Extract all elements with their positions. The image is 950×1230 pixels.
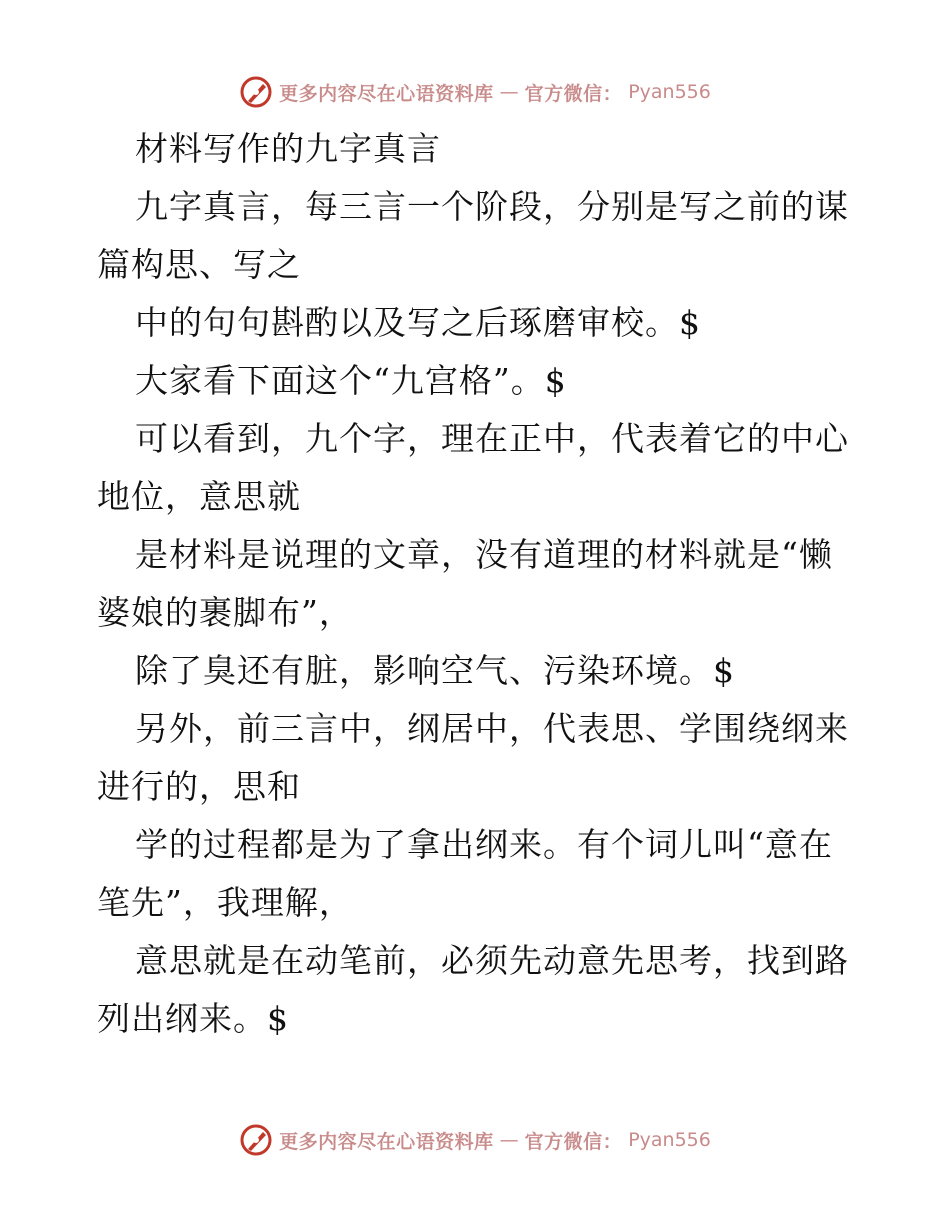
watermark-wechat-id: Pyan556 bbox=[628, 81, 711, 103]
quill-logo-icon bbox=[239, 75, 273, 109]
paragraph-line: 可以看到，九个字，理在正中，代表着它的中心 bbox=[135, 419, 849, 458]
watermark-wechat-label: 官方微信： bbox=[524, 1130, 623, 1153]
watermark-dash: — bbox=[499, 81, 519, 103]
paragraph-line: 篇构思、写之 bbox=[97, 245, 301, 284]
watermark-slogan: 更多内容尽在心语资料库 bbox=[279, 1130, 494, 1153]
paragraph-line: 婆娘的裹脚布”， bbox=[97, 593, 353, 632]
header-watermark bbox=[0, 72, 950, 112]
paragraph-line: 进行的，思和 bbox=[97, 767, 301, 806]
watermark-dash: — bbox=[499, 1129, 519, 1151]
paragraph-line: 中的句句斟酌以及写之后琢磨审校。$ bbox=[135, 303, 701, 342]
paragraph-line: 意思就是在动笔前，必须先动意先思考，找到路 bbox=[135, 941, 849, 980]
paragraph-line: 另外，前三言中，纲居中，代表思、学围绕纲来 bbox=[135, 709, 849, 748]
document-body bbox=[97, 120, 857, 1048]
paragraph-line: 学的过程都是为了拿出纲来。有个词儿叫“意在 bbox=[135, 825, 833, 864]
paragraph-line: 是材料是说理的文章，没有道理的材料就是“懒 bbox=[135, 535, 833, 574]
paragraph-line: 九字真言，每三言一个阶段，分别是写之前的谋 bbox=[135, 187, 849, 226]
watermark-slogan: 更多内容尽在心语资料库 bbox=[279, 82, 494, 105]
watermark-wechat-id: Pyan556 bbox=[628, 1129, 711, 1151]
quill-logo-icon bbox=[239, 1123, 273, 1157]
paragraph-line: 笔先”，我理解， bbox=[97, 883, 353, 922]
paragraph-line: 大家看下面这个“九宫格”。$ bbox=[135, 361, 567, 400]
paragraph-line: 除了臭还有脏，影响空气、污染环境。$ bbox=[135, 651, 735, 690]
watermark-wechat-label: 官方微信： bbox=[524, 82, 623, 105]
footer-watermark bbox=[0, 1120, 950, 1160]
paragraph-line: 列出纲来。$ bbox=[97, 999, 289, 1038]
document-title: 材料写作的九字真言 bbox=[135, 129, 441, 168]
paragraph-line: 地位，意思就 bbox=[97, 477, 301, 516]
